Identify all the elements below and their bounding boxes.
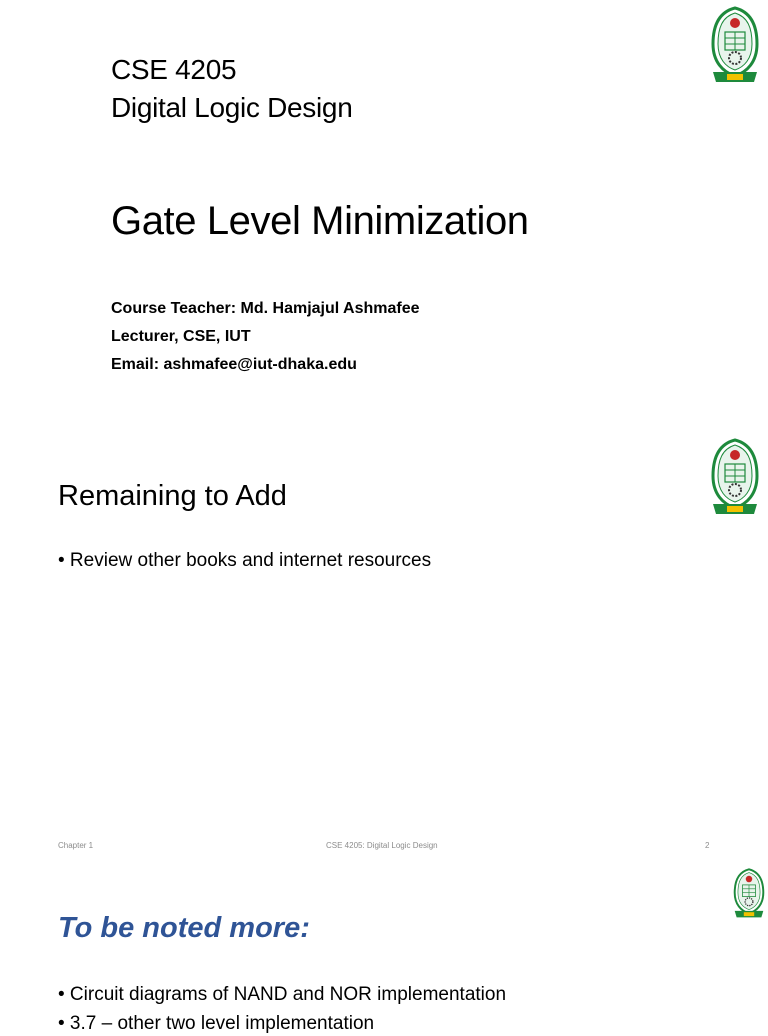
iut-logo xyxy=(733,868,765,920)
notes-slide xyxy=(0,864,768,1034)
bullet-item: • 3.7 – other two level implementation xyxy=(58,1013,375,1034)
slide-heading: To be noted more: xyxy=(58,912,310,944)
slide-heading: Remaining to Add xyxy=(58,480,287,512)
page-title: Gate Level Minimization xyxy=(111,199,529,243)
footer-course: CSE 4205: Digital Logic Design xyxy=(326,841,438,850)
iut-logo xyxy=(711,6,759,86)
teacher-email: Email: ashmafee@iut-dhaka.edu xyxy=(111,356,357,373)
bullet-item: • Review other books and internet resources xyxy=(58,550,432,571)
footer-page-number: 2 xyxy=(705,841,710,850)
bullet-item: • Circuit diagrams of NAND and NOR implementation xyxy=(58,984,507,1005)
course-name: Digital Logic Design xyxy=(111,92,353,123)
iut-logo xyxy=(711,438,759,518)
teacher-position: Lecturer, CSE, IUT xyxy=(111,328,251,345)
remaining-slide xyxy=(0,432,768,864)
title-slide xyxy=(0,0,768,432)
course-teacher: Course Teacher: Md. Hamjajul Ashmafee xyxy=(111,300,420,317)
course-code: CSE 4205 xyxy=(111,54,237,85)
footer-chapter: Chapter 1 xyxy=(58,841,94,850)
